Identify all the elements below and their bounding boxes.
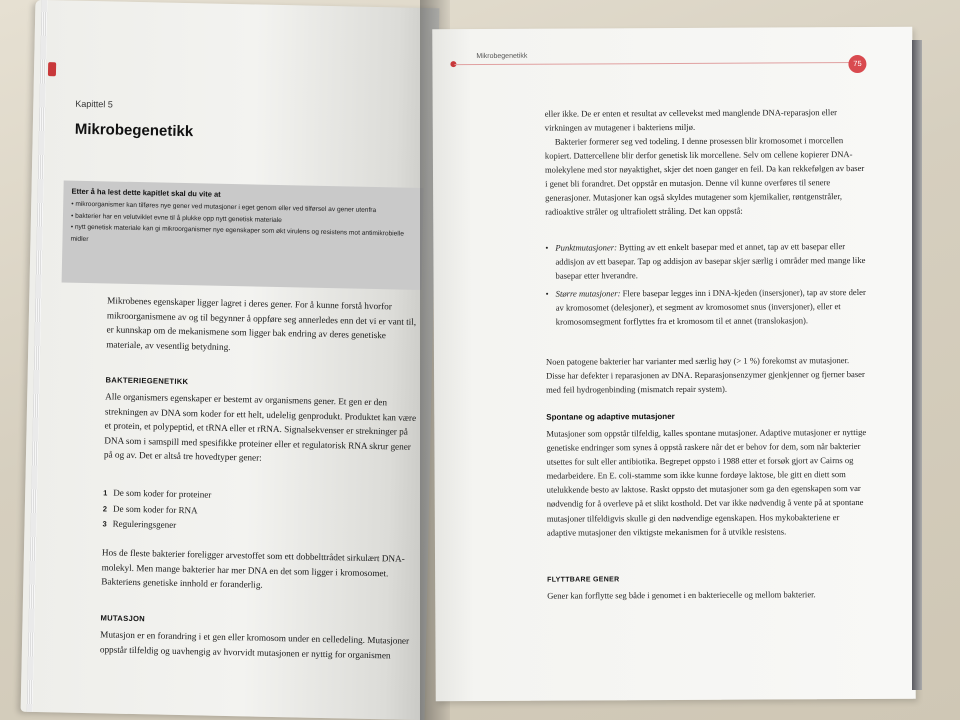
intro-paragraph: Mikrobenes egenskaper ligger lagret i deres gener. For å kunne forstå hvorfor mikroorganismene av og til begynner å oppføre seg annerledes enn det vi er vant til, er kunnskap om de mekanismene som ligger bak endring av deres genetiske materiale, av vesentlig betydning. [106, 295, 417, 352]
learning-goals-heading: Etter å ha lest dette kapitlet skal du vite at [71, 186, 221, 199]
subheading-spontane-mutasjoner: Spontane og adaptive mutasjoner [546, 411, 675, 422]
running-head: Mikrobegenetikk [476, 52, 528, 61]
gene-type-item: 3 Reguleringsgener [102, 518, 177, 531]
learning-goals-list [70, 199, 417, 252]
page-number-badge: 75 [848, 55, 866, 73]
gene-type-item: 2 De som koder for RNA [102, 503, 198, 515]
section-heading-bakteriegenetikk: BAKTERIEGENETIKK [105, 375, 189, 387]
mutation-type-item: • Større mutasjoner: Flere basepar legges inn i DNA-kjeden (insersjoner), tap av store deler av kromosomet (delesjoner), et segment av kromosomet snus (inversjoner), eller et kromosomsegment forflyttes fra et kromosom til et annet (translokasjon). [546, 285, 868, 329]
continued-paragraph: eller ikke. De er enten et resultat av cellevekst med manglende DNA-reparasjon eller virkningen av mutagener i bakteriens miljø. [544, 107, 838, 133]
gene-types-list [102, 485, 303, 536]
mutation-type-item: • Punktmutasjoner: Bytting av ett enkelt basepar med et annet, tap av ett basepar eller addisjon av ett basepar. Tap og addisjon av basepar skjer særlig i områder med mange like basepar etter hverandre. [545, 239, 867, 283]
chapter-tab-marker [48, 62, 56, 76]
flyttbare-gener-paragraph: Gener kan forflytte seg både i genomet i en bakteriecelle og mellom bakterier. [547, 589, 816, 601]
left-page [21, 0, 440, 720]
bakteriegenetikk-paragraph: Alle organismers egenskaper er bestemt av organismens gener. Et gen er den strekningen av DNA som koder for ett helt, udelelig genprodukt. Produktet kan være et protein, et polypeptid, et tRNA eller et rRNA. Signalsekvenser er strekninger på DNA som i samspill med spesifikke proteiner eller et regulatorisk RNA skrur gener på og av. Det er altså tre hovedtyper gener: [103, 391, 417, 464]
chapter-title: Mikrobegenetikk [74, 120, 194, 141]
pathogenic-mutation-paragraph: Noen patogene bakterier har varianter med særlig høy (> 1 %) forekomst av mutasjoner. Disse har defekter i reparasjonen av DNA. Reparasjonsenzymer gjenkjenner og fjerner baser med feil hydrogenbinding (mismatch repair system). [545, 355, 865, 395]
learning-goal-item: • mikroorganismer kan tilføres nye gener ved mutasjoner i eget genom eller ved tilførsel av gener utenfra [71, 199, 417, 218]
binary-fission-paragraph: Bakterier formerer seg ved todeling. I denne prosessen blir kromosomet i morcellen kopiert. Dattercellene blir derfor genetisk lik morcellene. Selv om cellene kopierer DNA-molekylene med stor nøyaktighet, skjer det noen ganger en feil. Da kan rekkefølgen av baser i genet bli forandret. Det oppstår en mutasjon. Denne vil kunne overføres til senere generasjoner. Mutasjoner kan også skyldes mutagener som kjemikalier, røntgenstråler, radioaktive stråler og ultrafiolett stråling. Det kan oppstå: [544, 135, 865, 218]
page-stack-edge [912, 40, 922, 690]
genetic-content-paragraph: Hos de fleste bakterier foreligger arvestoffet som ett dobbelttrådet sirkulært DNA-molekyl. Men mange bakterier har mer DNA en det som ligger i kromosomet. Bakteriens genetiske innhold er foranderlig. [101, 547, 405, 590]
learning-goal-item: • nytt genetisk materiale kan gi mikroorganismer nye egenskaper som økt virulens og resistens mot antimikrobielle midler [70, 222, 416, 252]
mutasjon-paragraph: Mutasjon er en forandring i et gen eller kromosom under en celledeling. Mutasjoner oppstår tilfeldig og uavhengig av hvorvidt mutasjonen er nyttig for organismen [99, 629, 410, 661]
adaptive-mutation-paragraph: Mutasjoner som oppstår tilfeldig, kalles spontane mutasjoner. Adaptive mutasjoner er nyttige genetiske endringer som synes å oppstå raskere når det er behov for dem, som når bakterier utsettes for sult eller antibiotika. Begrepet oppsto i 1988 etter et forsøk gjort av Cairns og medarbeidere. En E. coli-stamme som ikke kunne fordøye laktose, ble gitt en diett som utelukkende besto av laktose. Raskt oppsto det mutasjoner som ga den egenskapen som var nødvendig for å overleve på et slikt kosthold. Det var ikke nødvendig å vente på at spontane mutasjoner tilfeldigvis skulle gi den nødvendige egenskapen. Hos mykobakteriene er adaptive mutasjoner den viktigste mekanismen for å utvikle resistens. [546, 426, 867, 538]
section-heading-mutasjon: MUTASJON [100, 613, 146, 624]
mutation-types-list [545, 239, 867, 333]
chapter-label: Kapittel 5 [75, 98, 113, 110]
gene-type-item: 1 De som koder for proteiner [103, 487, 212, 500]
subheading-flyttbare-gener: FLYTTBARE GENER [547, 576, 620, 584]
running-head-rule [454, 62, 856, 65]
right-page [432, 27, 916, 702]
learning-goal-item: • bakterier har en velutviklet evne til å plukke opp nytt genetisk materiale [71, 210, 417, 229]
learning-goals-box [62, 180, 424, 290]
